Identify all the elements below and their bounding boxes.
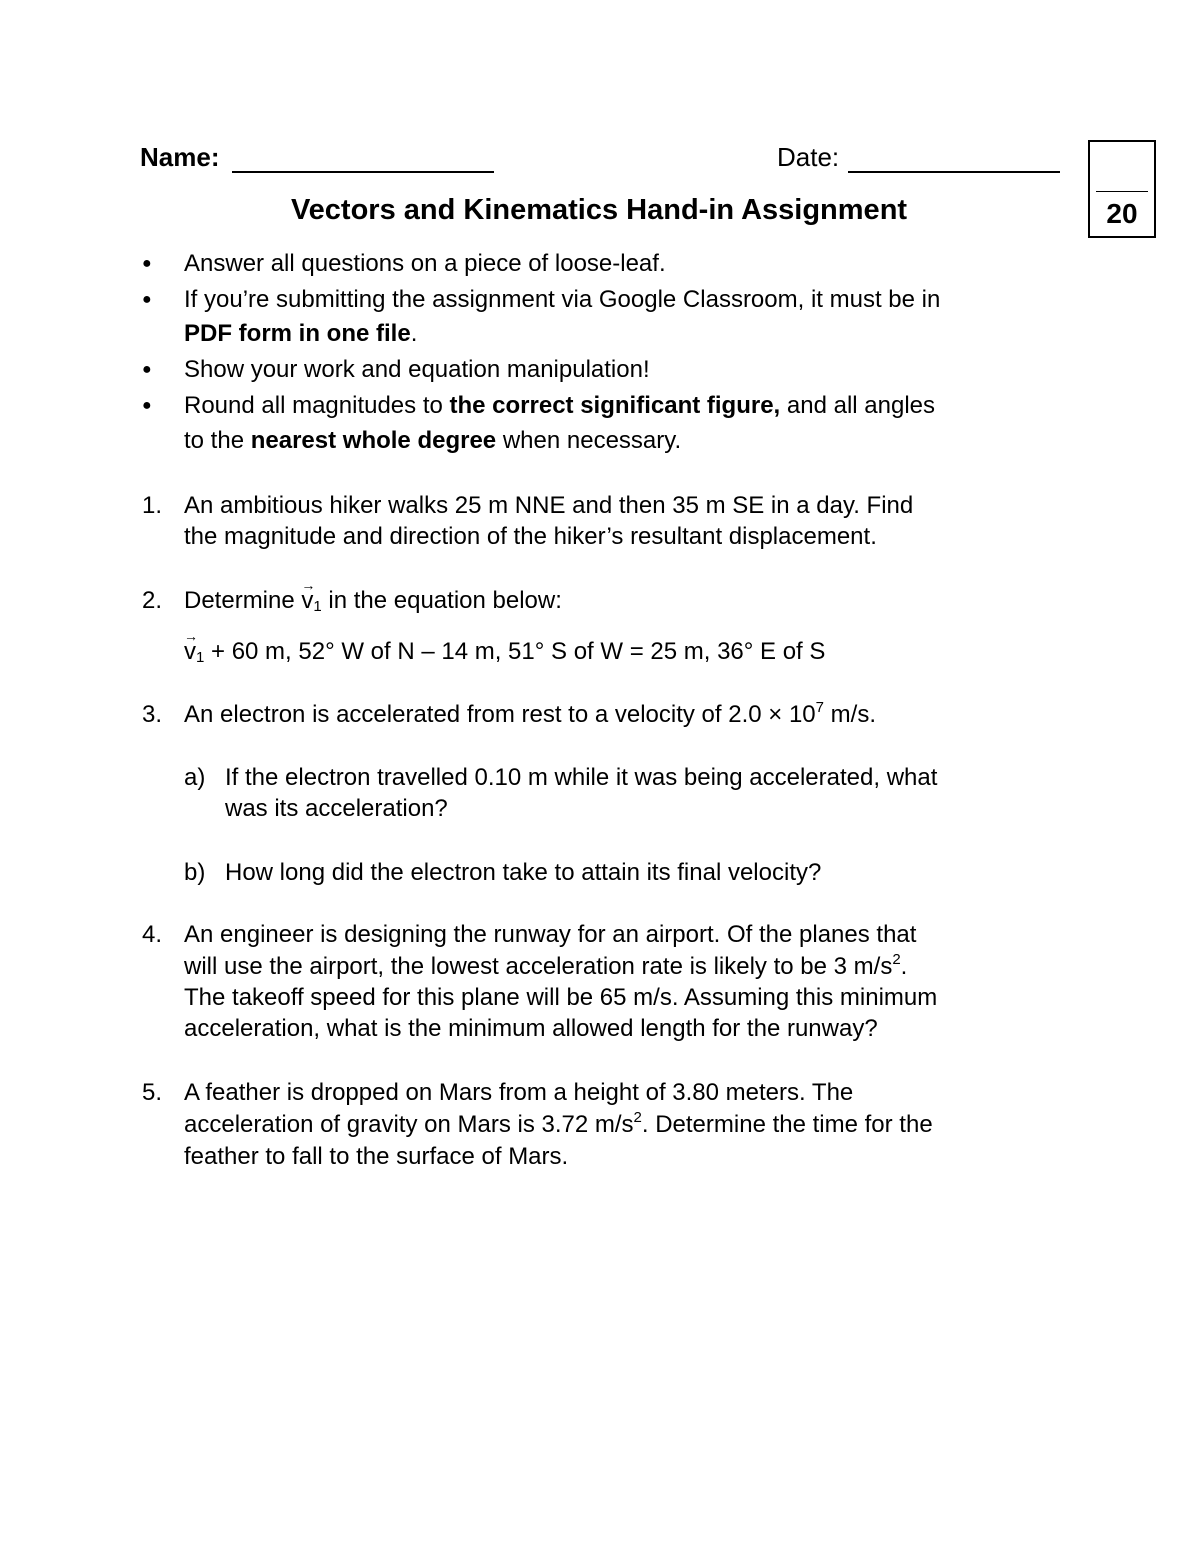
question-4-exponent: 2 [892, 951, 901, 968]
instruction-3: Show your work and equation manipulation! [184, 356, 650, 383]
question-2-prompt [184, 585, 562, 617]
equation-vector-v: v [184, 638, 196, 665]
bullet-icon: ● [142, 397, 152, 414]
instruction-4-bold-2: nearest whole degree [250, 427, 497, 454]
page-title: Vectors and Kinematics Hand-in Assignment [290, 194, 908, 226]
question-4-line-2 [184, 951, 907, 983]
vector-subscript: 1 [313, 598, 322, 615]
bullet-icon: ● [142, 361, 152, 378]
question-3-number: 3. [142, 701, 163, 728]
date-label: Date: [777, 142, 840, 172]
instruction-1: Answer all questions on a piece of loose-leaf. [184, 250, 666, 277]
question-5-number: 5. [142, 1079, 163, 1106]
vector-v: v [301, 587, 314, 614]
question-3-text [184, 699, 876, 731]
instruction-4-line-1 [184, 390, 935, 422]
question-4-number: 4. [142, 921, 163, 948]
question-3b-text: How long did the electron take to attain its final velocity? [225, 859, 822, 886]
question-2-number: 2. [142, 587, 163, 614]
question-3a-line-2: was its acceleration? [225, 795, 448, 822]
date-blank-line [848, 171, 1060, 173]
instruction-2-end: . [410, 320, 418, 347]
question-2-post: in the equation below: [321, 587, 562, 614]
question-5-line-2 [184, 1109, 933, 1141]
question-3-exponent: 7 [815, 699, 824, 716]
question-5-line-2-end: . Determine the time for the [641, 1111, 933, 1138]
question-1-line-1: An ambitious hiker walks 25 m NNE and then 35 m SE in a day. Find [184, 492, 914, 519]
question-4-line-1: An engineer is designing the runway for an airport. Of the planes that [184, 921, 917, 948]
question-2-pre: Determine [184, 587, 302, 614]
question-4-line-3: The takeoff speed for this plane will be 65 m/s. Assuming this minimum [184, 984, 938, 1011]
question-4-line-2-main: will use the airport, the lowest acceleration rate is likely to be 3 m/s [184, 953, 893, 980]
question-3b-label: b) [184, 859, 206, 886]
equation-vector-subscript: 1 [196, 649, 205, 666]
instruction-4-line-2 [184, 425, 681, 457]
question-5-line-1: A feather is dropped on Mars from a height of 3.80 meters. The [184, 1079, 854, 1106]
instruction-2-line-2 [184, 318, 417, 350]
question-2-equation [184, 636, 825, 668]
question-5-exponent: 2 [633, 1109, 642, 1126]
instruction-4-bold-1: the correct significant figure, [449, 392, 781, 419]
question-5-line-2-main: acceleration of gravity on Mars is 3.72 m/s [184, 1111, 634, 1138]
score-box [1088, 140, 1156, 238]
bullet-icon: ● [142, 255, 152, 272]
question-3-unit: m/s. [824, 701, 876, 728]
instruction-4-mid: and all angles [780, 392, 936, 419]
question-3-main: An electron is accelerated from rest to a velocity of 2.0 × 10 [184, 701, 816, 728]
instruction-4-line-2-pre: to the [184, 427, 251, 454]
equation-vector-v1-symbol [184, 636, 196, 668]
question-5-line-3: feather to fall to the surface of Mars. [184, 1143, 569, 1170]
question-1-line-2: the magnitude and direction of the hiker’s resultant displacement. [184, 523, 877, 550]
instruction-4-pre: Round all magnitudes to [184, 392, 450, 419]
question-3a-line-1: If the electron travelled 0.10 m while it was being accelerated, what [225, 764, 938, 791]
vector-v1-symbol [301, 585, 313, 617]
question-4-line-2-end: . [900, 953, 908, 980]
instruction-4-line-2-end: when necessary. [496, 427, 682, 454]
score-total: 20 [1106, 198, 1138, 229]
question-4-line-4: acceleration, what is the minimum allowed length for the runway? [184, 1015, 878, 1042]
name-label: Name: [140, 142, 220, 172]
instruction-2-line-1: If you’re submitting the assignment via Google Classroom, it must be in [184, 286, 941, 313]
name-blank-line [232, 171, 494, 173]
instruction-2-bold: PDF form in one file [184, 320, 411, 347]
equation-rest: + 60 m, 52° W of N – 14 m, 51° S of W = 25 m, 36° E of S [204, 638, 826, 665]
question-1-number: 1. [142, 492, 163, 519]
score-blank-line [1096, 191, 1148, 192]
question-3a-label: a) [184, 764, 206, 791]
bullet-icon: ● [142, 291, 152, 308]
